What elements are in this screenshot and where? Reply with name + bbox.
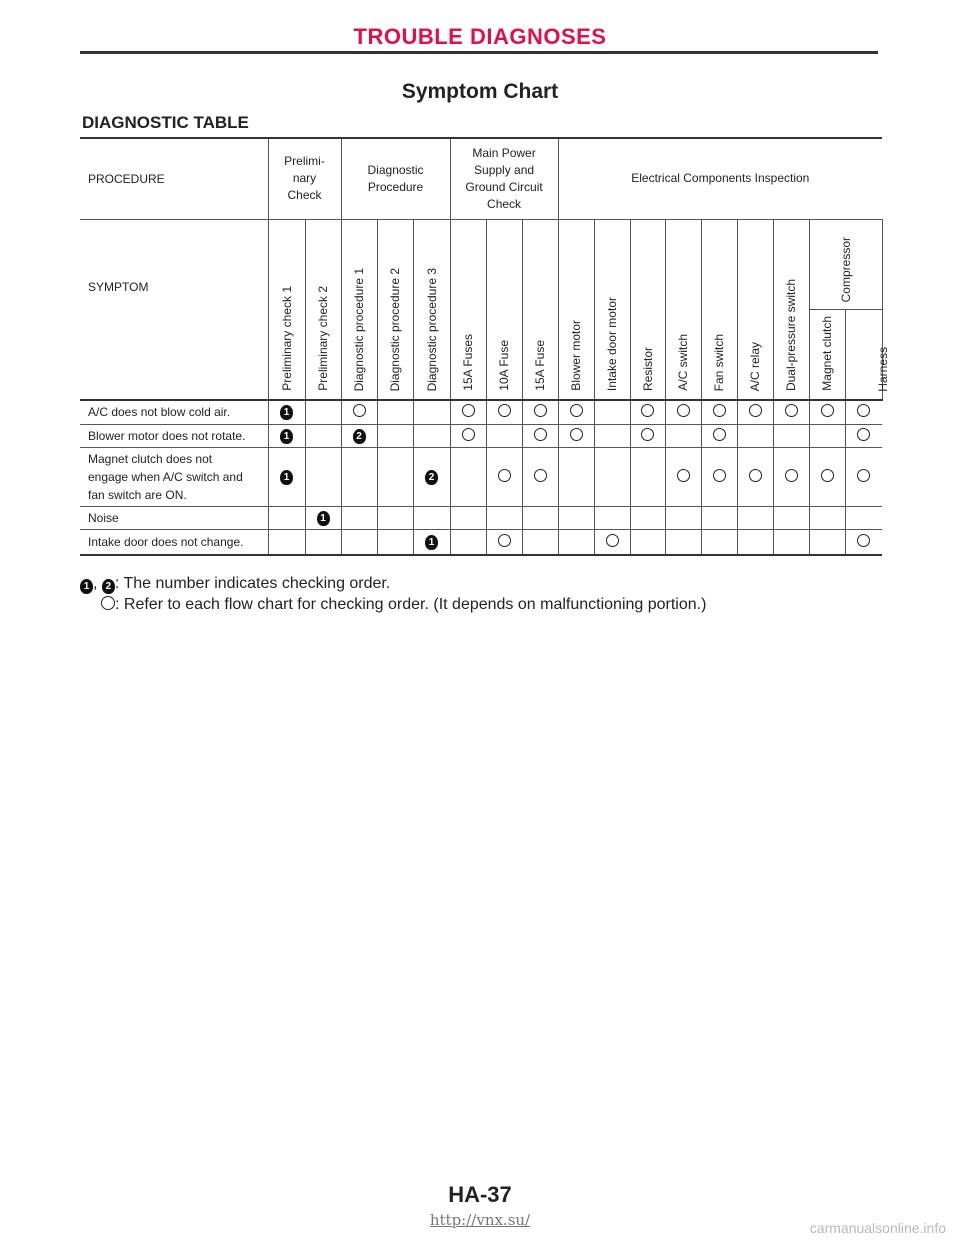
mark-cell <box>341 447 377 506</box>
open-circle-icon <box>677 469 690 482</box>
mark-cell <box>845 400 882 424</box>
mark-cell <box>413 400 450 424</box>
mark-cell <box>413 424 450 447</box>
open-circle-icon <box>713 428 726 441</box>
mark-cell <box>594 529 630 555</box>
mark-cell <box>737 447 773 506</box>
mark-cell <box>737 529 773 555</box>
order-number-2-icon: 2 <box>102 579 115 594</box>
mark-cell <box>305 506 341 529</box>
open-circle-icon <box>857 428 870 441</box>
mark-cell <box>809 529 845 555</box>
mark-cell <box>665 506 701 529</box>
symptom-rows <box>80 400 882 555</box>
mark-cell <box>809 400 845 424</box>
col-header-diagnostic-procedure-3 <box>413 219 450 400</box>
table-row <box>80 424 882 447</box>
mark-cell <box>845 424 882 447</box>
mark-cell <box>413 506 450 529</box>
legend-separator: , <box>93 575 98 592</box>
open-circle-icon <box>534 428 547 441</box>
mark-cell <box>773 506 809 529</box>
open-circle-icon <box>606 534 619 547</box>
mark-cell <box>305 424 341 447</box>
mark-cell <box>450 447 486 506</box>
table-row <box>80 529 882 555</box>
col-header-text: Diagnostic procedure 2 <box>388 267 403 391</box>
order-number-1-icon: 1 <box>280 405 293 420</box>
open-circle-icon <box>498 469 511 482</box>
col-header-text: 15A Fuses <box>461 334 476 391</box>
col-header-diagnostic-procedure-1 <box>341 219 377 400</box>
table-row <box>80 506 882 529</box>
running-header-title: TROUBLE DIAGNOSES <box>353 24 607 49</box>
mark-cell <box>558 506 594 529</box>
mark-cell <box>558 400 594 424</box>
mark-cell <box>486 506 522 529</box>
mark-cell <box>594 506 630 529</box>
group-diagnostic-procedure: Diagnostic Procedure <box>341 138 450 219</box>
open-circle-icon <box>857 534 870 547</box>
mark-cell <box>486 424 522 447</box>
mark-cell <box>594 424 630 447</box>
mark-cell <box>486 529 522 555</box>
mark-cell <box>413 529 450 555</box>
mark-cell <box>268 506 305 529</box>
mark-cell <box>773 447 809 506</box>
mark-cell <box>377 400 413 424</box>
legend <box>80 573 706 615</box>
mark-cell <box>809 447 845 506</box>
col-header-fan-switch <box>701 219 737 400</box>
symptom-label <box>80 219 268 400</box>
mark-cell <box>377 506 413 529</box>
page-title: Symptom Chart <box>401 80 559 103</box>
mark-cell <box>773 529 809 555</box>
mark-cell <box>630 529 665 555</box>
col-header-resistor <box>630 219 665 400</box>
col-header-text: 10A Fuse <box>497 340 512 391</box>
legend-numbers-text: : The number indicates checking order. <box>114 575 391 592</box>
open-circle-icon <box>785 469 798 482</box>
mark-cell <box>701 506 737 529</box>
open-circle-icon <box>713 404 726 417</box>
mark-cell <box>305 447 341 506</box>
mark-cell <box>665 400 701 424</box>
page-number: HA-37 <box>448 1182 512 1207</box>
col-header-magnet-clutch <box>809 309 845 400</box>
mark-cell <box>701 529 737 555</box>
mark-cell <box>268 529 305 555</box>
mark-cell <box>665 529 701 555</box>
table-header-row-columns-top <box>80 219 882 309</box>
mark-cell <box>630 424 665 447</box>
mark-cell <box>809 424 845 447</box>
open-circle-icon <box>462 404 475 417</box>
col-header-text: 15A Fuse <box>533 340 548 391</box>
mark-cell <box>486 447 522 506</box>
order-number-2-icon: 2 <box>353 429 366 444</box>
mark-cell <box>377 447 413 506</box>
footer-url-link[interactable]: http://vnx.su/ <box>429 1211 531 1229</box>
symptom-cell: Magnet clutch does not engage when A/C switch and fan switch are ON. <box>80 447 268 506</box>
col-header-compressor <box>809 219 882 309</box>
open-circle-icon <box>570 404 583 417</box>
mark-cell <box>630 447 665 506</box>
mark-cell <box>558 424 594 447</box>
mark-cell <box>845 506 882 529</box>
mark-cell <box>701 400 737 424</box>
mark-cell <box>594 400 630 424</box>
mark-cell <box>845 529 882 555</box>
mark-cell <box>665 447 701 506</box>
col-header-text: Harness <box>875 346 890 392</box>
open-circle-icon <box>749 404 762 417</box>
diagnostic-table <box>80 137 890 556</box>
mark-cell <box>522 424 558 447</box>
open-circle-icon <box>641 404 654 417</box>
open-circle-icon <box>857 404 870 417</box>
open-circle-icon <box>785 404 798 417</box>
mark-cell <box>341 424 377 447</box>
mark-cell <box>377 424 413 447</box>
mark-cell <box>773 400 809 424</box>
legend-line-circle <box>80 594 706 615</box>
order-number-1-icon: 1 <box>280 429 293 444</box>
col-header-diagnostic-procedure-2 <box>377 219 413 400</box>
mark-cell <box>558 529 594 555</box>
open-circle-icon <box>462 428 475 441</box>
mark-cell <box>305 400 341 424</box>
mark-cell <box>737 424 773 447</box>
mark-cell <box>341 506 377 529</box>
mark-cell <box>522 506 558 529</box>
procedure-label: PROCEDURE <box>80 138 268 219</box>
col-header-preliminary-check-1 <box>268 219 305 400</box>
mark-cell <box>486 400 522 424</box>
col-header-text: Diagnostic procedure 1 <box>352 267 367 391</box>
open-circle-icon <box>857 469 870 482</box>
mark-cell <box>773 424 809 447</box>
col-header-intake-door-motor <box>594 219 630 400</box>
open-circle-icon <box>534 469 547 482</box>
order-number-1-icon: 1 <box>80 579 93 594</box>
mark-cell <box>522 529 558 555</box>
col-header-dual-pressure-switch <box>773 219 809 400</box>
symptom-cell: Intake door does not change. <box>80 529 268 555</box>
watermark: carmanualsonline.info <box>809 1220 946 1236</box>
col-header-15a-fuses <box>450 219 486 400</box>
mark-cell <box>268 400 305 424</box>
symptom-cell: Noise <box>80 506 268 529</box>
mark-cell <box>450 529 486 555</box>
legend-line-numbers <box>80 573 706 594</box>
order-number-1-icon: 1 <box>317 511 330 526</box>
col-header-text: Preliminary check 2 <box>316 286 330 391</box>
col-header-10a-fuse <box>486 219 522 400</box>
mark-cell <box>845 447 882 506</box>
mark-cell <box>341 400 377 424</box>
group-main-power-supply: Main Power Supply and Ground Circuit Check <box>450 138 558 219</box>
order-number-1-icon: 1 <box>280 470 293 485</box>
open-circle-icon <box>749 469 762 482</box>
open-circle-icon <box>821 469 834 482</box>
open-circle-icon <box>498 404 511 417</box>
mark-cell <box>558 447 594 506</box>
open-circle-icon <box>498 534 511 547</box>
col-header-text: Resistor <box>640 346 655 391</box>
mark-cell <box>268 447 305 506</box>
col-header-text: Dual-pressure switch <box>784 278 799 391</box>
table-header-row-procedure <box>80 138 882 219</box>
mark-cell <box>594 447 630 506</box>
col-header-text: A/C switch <box>676 334 691 391</box>
col-header-text: Diagnostic procedure 3 <box>424 267 439 391</box>
mark-cell <box>522 447 558 506</box>
section-title: DIAGNOSTIC TABLE <box>82 113 249 132</box>
mark-cell <box>341 529 377 555</box>
mark-cell <box>630 506 665 529</box>
symptom-cell: A/C does not blow cold air. <box>80 400 268 424</box>
symptom-label-text: SYMPTOM <box>88 280 149 295</box>
col-header-ac-relay <box>737 219 773 400</box>
order-number-2-icon: 2 <box>425 470 438 485</box>
col-header-text: Compressor <box>838 237 853 303</box>
order-number-1-icon: 1 <box>425 535 438 550</box>
table-row <box>80 447 882 506</box>
legend-circle-text: : Refer to each flow chart for checking order. (It depends on malfunctioning portion.) <box>115 596 707 613</box>
col-header-15a-fuse <box>522 219 558 400</box>
open-circle-icon <box>570 428 583 441</box>
col-header-ac-switch <box>665 219 701 400</box>
mark-cell <box>809 506 845 529</box>
mark-cell <box>305 529 341 555</box>
col-header-text: Magnet clutch <box>820 316 835 391</box>
group-preliminary-check: Prelimi- nary Check <box>268 138 341 219</box>
mark-cell <box>450 400 486 424</box>
open-circle-icon <box>677 404 690 417</box>
mark-cell <box>665 424 701 447</box>
open-circle-icon <box>821 404 834 417</box>
mark-cell <box>737 506 773 529</box>
diagnostic-table-wrapper <box>80 137 890 556</box>
mark-cell <box>737 400 773 424</box>
col-header-text: Intake door motor <box>605 296 620 391</box>
col-header-text: Blower motor <box>569 320 584 391</box>
group-electrical-components-inspection: Electrical Components Inspection <box>558 138 882 219</box>
col-header-blower-motor <box>558 219 594 400</box>
col-header-text: Fan switch <box>712 333 727 391</box>
mark-cell <box>377 529 413 555</box>
open-circle-icon <box>534 404 547 417</box>
open-circle-icon <box>353 404 366 417</box>
mark-cell <box>630 400 665 424</box>
mark-cell <box>701 424 737 447</box>
open-circle-icon <box>713 469 726 482</box>
mark-cell <box>450 506 486 529</box>
header-rule <box>80 51 878 54</box>
open-circle-icon <box>101 596 115 610</box>
open-circle-icon <box>641 428 654 441</box>
mark-cell <box>450 424 486 447</box>
col-header-text: Preliminary check 1 <box>279 286 294 391</box>
mark-cell <box>413 447 450 506</box>
col-header-preliminary-check-2 <box>305 219 341 400</box>
mark-cell <box>701 447 737 506</box>
symptom-cell: Blower motor does not rotate. <box>80 424 268 447</box>
mark-cell <box>268 424 305 447</box>
table-row <box>80 400 882 424</box>
col-header-text: A/C relay <box>748 341 763 391</box>
mark-cell <box>522 400 558 424</box>
